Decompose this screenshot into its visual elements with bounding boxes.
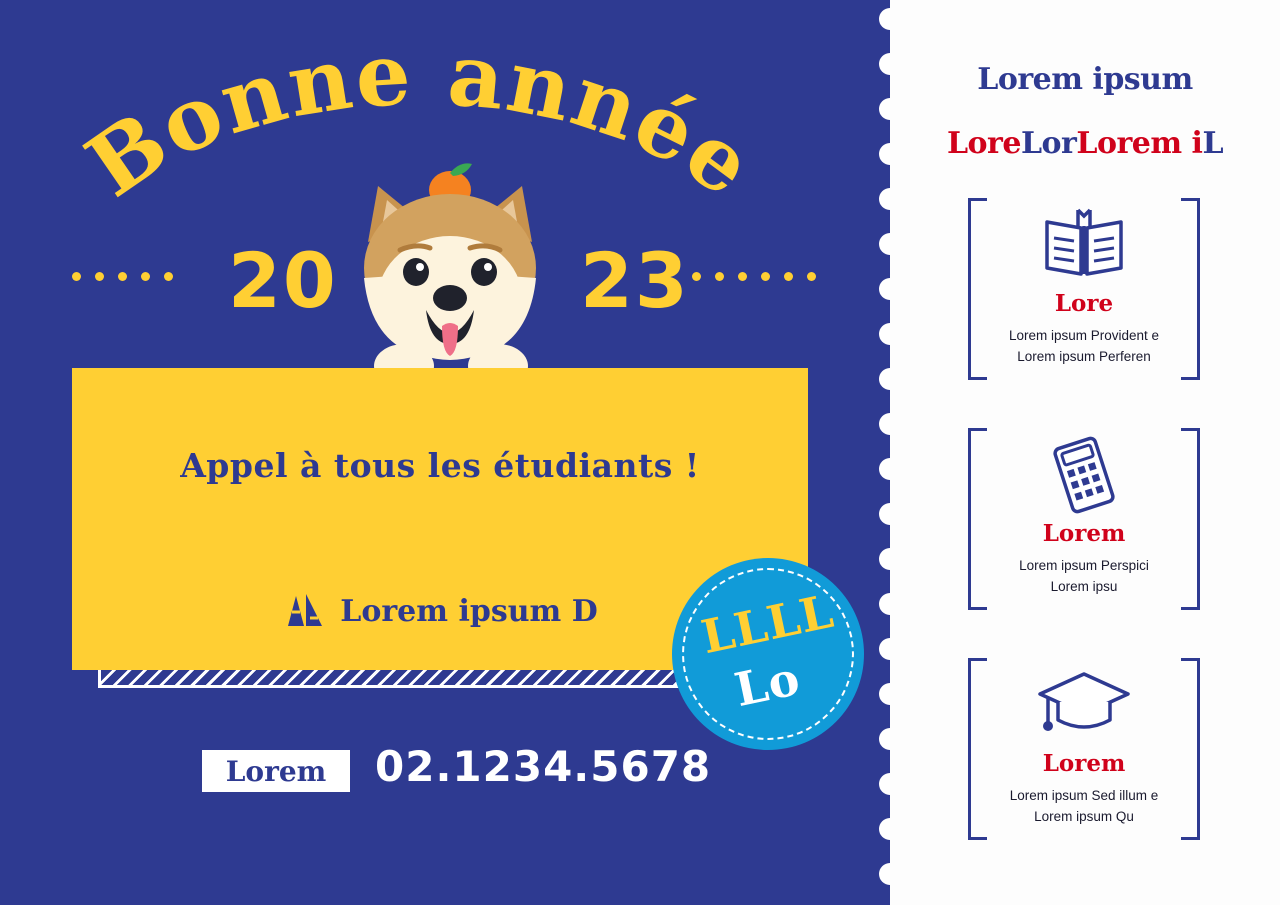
circle-badge[interactable] [672,558,864,750]
feature-card-1 [968,198,1200,374]
perforation-hole [879,98,890,120]
feature-card-3 [968,658,1200,834]
subtitle-part-1: Lore [946,126,1021,161]
dot-row-right [692,272,816,281]
perforation-hole [879,638,890,660]
feature-body-line2: Lorem ipsum Qu [1034,808,1134,824]
calculator-icon [968,436,1200,514]
perforation-hole [879,233,890,255]
perforation-hole [879,278,890,300]
perforation-hole [879,863,890,885]
perforation-hole [879,728,890,750]
perforation-hole [879,143,890,165]
feature-body-line1: Lorem ipsum Provident e [1008,328,1160,343]
open-book-icon [968,206,1200,280]
contact-tag [202,750,350,792]
perforation-hole [879,683,890,705]
feature-body-line1: Lorem ipsum Perspici [1019,558,1149,573]
right-panel-subtitle [890,126,1280,161]
perforation-hole [879,593,890,615]
perforation-hole [879,188,890,210]
right-panel-title: Lorem ipsum [977,62,1193,97]
perforation-hole [879,8,890,30]
feature-body-line1: Lorem ipsum Sed illum e [1009,788,1159,803]
perforation-hole [879,458,890,480]
arched-title-text: Bonne année [69,23,773,218]
perforation-hole [879,548,890,570]
badge-line-1: LLLL [697,583,839,665]
feature-body [982,326,1186,368]
perforation-hole [879,323,890,345]
year-right: 23 [580,236,690,325]
perforation-hole [879,368,890,390]
feature-body [982,786,1186,828]
subtitle-part-2: Lor [1020,126,1077,161]
shiba-dog-with-orange-icon [330,150,570,380]
subtitle-part-3: Lorem i [1076,126,1203,161]
feature-body [982,556,1186,598]
headline-text: Appel à tous les étudiants ! [180,446,700,485]
perforation-hole [879,818,890,840]
dot-row-left [72,272,173,281]
feature-card-2 [968,428,1200,604]
feature-title: Lorem [1042,520,1126,547]
year-left: 20 [228,236,338,325]
subline-text: Lorem ipsum D [340,594,598,629]
badge-line-2: Lo [730,650,806,718]
perforation-hole [879,773,890,795]
phone-number: 02.1234.5678 [375,742,712,791]
feature-body-line2: Lorem ipsu [1050,578,1118,594]
contact-tag-label: Lorem [225,754,327,788]
perforation-hole [879,53,890,75]
right-white-panel [890,0,1280,905]
perforation-hole [879,503,890,525]
feature-body-line2: Lorem ipsum Perferen [1017,348,1151,364]
feature-title: Lore [1054,290,1114,317]
pencil-ruler-icon [282,586,326,637]
perforation-hole [879,413,890,435]
graduation-cap-icon [968,666,1200,738]
subtitle-part-4: L [1202,126,1224,161]
feature-title: Lorem [1042,750,1126,777]
